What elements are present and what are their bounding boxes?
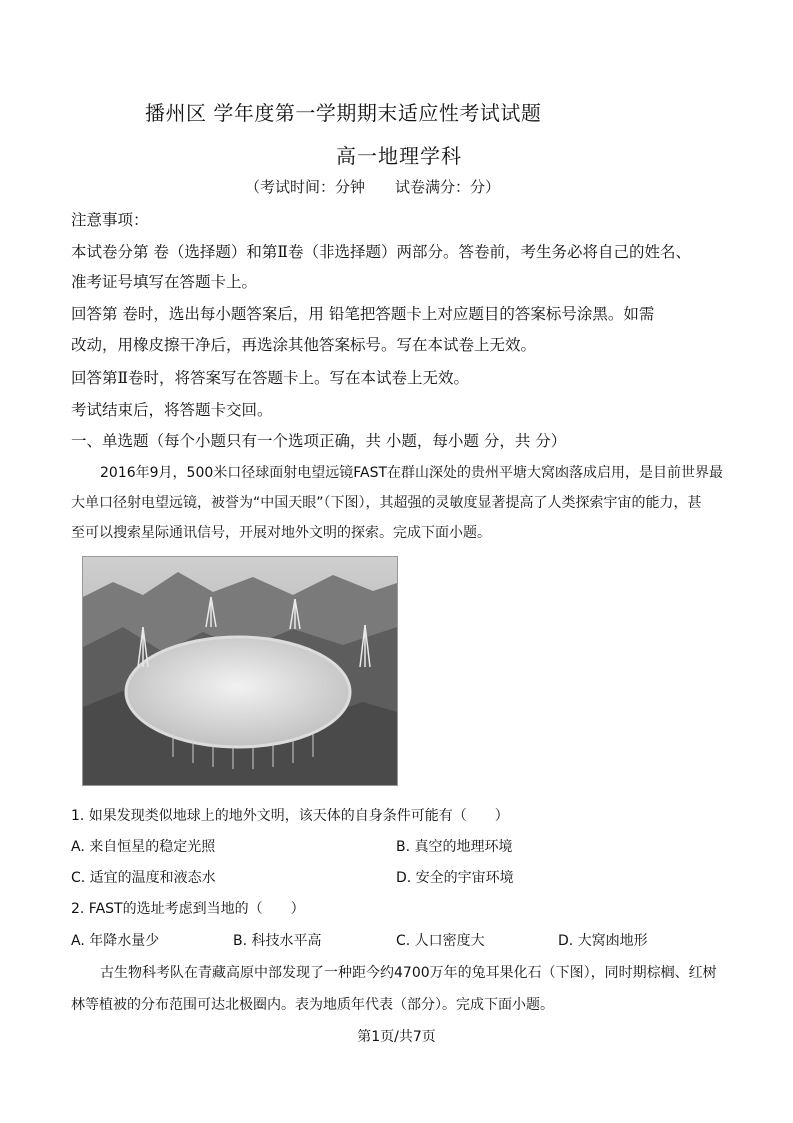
intro2-line: 古生物科考队在青藏高原中部发现了一种距今约4700万年的兔耳果化石（下图），同时期棕榈、红树 <box>100 965 717 981</box>
intro-line: 大单口径射电望远镜，被誉为“中国天眼”（下图），其超强的灵敏度显著提高了人类探索宇宙的能力，甚 <box>71 495 702 511</box>
q2-option-c: C. 人口密度大 <box>396 933 485 949</box>
exam-info: （考试时间：分钟 试卷满分：分） <box>245 178 501 196</box>
section-heading: 一、单选题（每个小题只有一个选项正确，共 小题，每小题 分，共 分） <box>71 432 567 450</box>
q2-option-a: A. 年降水量少 <box>71 933 160 949</box>
notes-line: 本试卷分第 卷（选择题）和第Ⅱ卷（非选择题）两部分。答卷前，考生务必将自己的姓名、 <box>71 243 691 261</box>
q2-option-b: B. 科技水平高 <box>233 933 322 949</box>
notes-heading: 注意事项： <box>71 211 149 229</box>
exam-title: 播州区 学年度第一学期期末适应性考试试题 <box>145 101 542 125</box>
intro2-line: 林等植被的分布范围可达北极圈内。表为地质年代表（部分）。完成下面小题。 <box>71 997 554 1013</box>
fast-telescope-photo <box>82 556 398 786</box>
notes-line: 改动，用橡皮擦干净后，再选涂其他答案标号。写在本试卷上无效。 <box>71 336 537 354</box>
notes-line: 回答第 卷时，选出每小题答案后，用 铅笔把答题卡上对应题目的答案标号涂黑。如需 <box>71 305 655 323</box>
q2-option-d: D. 大窝凼地形 <box>558 933 648 949</box>
q1-option-c: C. 适宜的温度和液态水 <box>71 870 216 886</box>
notes-line: 回答第Ⅱ卷时，将答案写在答题卡上。写在本试卷上无效。 <box>71 369 470 387</box>
q1-option-a: A. 来自恒星的稳定光照 <box>71 839 216 855</box>
notes-line: 准考证号填写在答题卡上。 <box>71 273 258 291</box>
question-1-stem: 1. 如果发现类似地球上的地外文明，该天体的自身条件可能有（ ） <box>71 808 509 824</box>
notes-line: 考试结束后，将答题卡交回。 <box>71 401 273 419</box>
intro-line: 至可以搜索星际通讯信号，开展对地外文明的探索。完成下面小题。 <box>71 525 491 541</box>
question-2-stem: 2. FAST的选址考虑到当地的（ ） <box>71 901 305 917</box>
intro-line: 2016年9月，500米口径球面射电望远镜FAST在群山深处的贵州平塘大窝凼落成启用，是目前世界最 <box>100 465 724 481</box>
q1-option-b: B. 真空的地理环境 <box>396 839 513 855</box>
q1-option-d: D. 安全的宇宙环境 <box>396 870 514 886</box>
page-number: 第1页/共7页 <box>357 1029 436 1045</box>
exam-subtitle: 高一地理学科 <box>336 144 462 168</box>
